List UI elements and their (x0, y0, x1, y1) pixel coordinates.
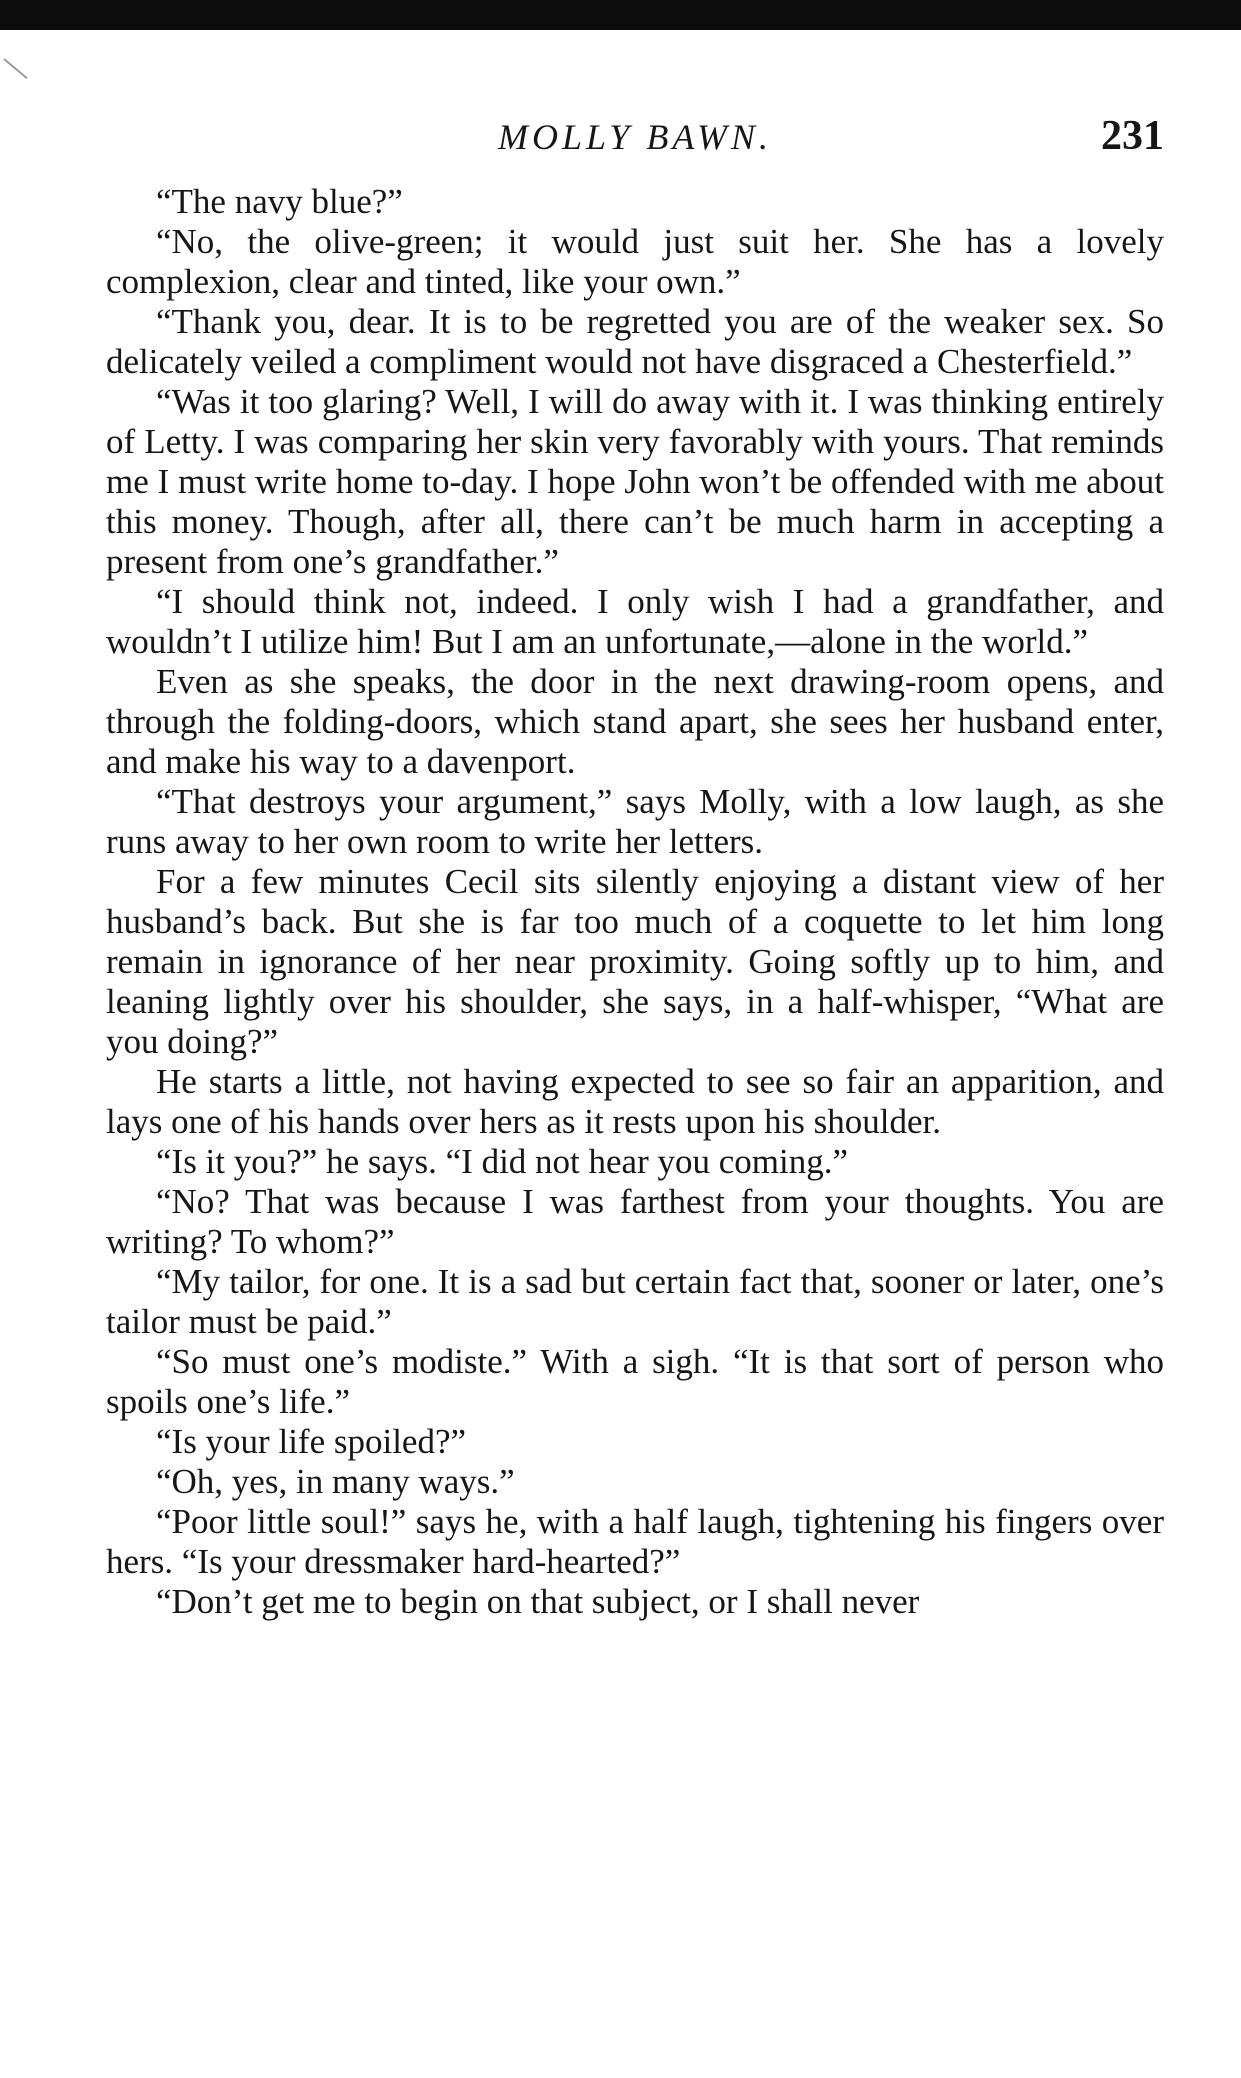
paragraph-navy-blue: “The navy blue?” (156, 182, 403, 221)
running-head: MOLLY BAWN. (498, 117, 772, 157)
top-border-rule (0, 0, 1241, 30)
paragraph-farthest: “No? That was because I was farthest from your thoughts. You are writing? To whom?” (106, 1182, 1164, 1261)
paragraph-my-tailor: “My tailor, for one. It is a sad but certain fact that, sooner or later, one’s tailor must be paid.” (106, 1262, 1164, 1341)
corner-scan-mark (3, 58, 27, 79)
paragraph-dont-get-me: “Don’t get me to begin on that subject, or I shall never (156, 1582, 920, 1621)
page-header (106, 108, 1164, 168)
paragraph-many-ways: “Oh, yes, in many ways.” (156, 1462, 515, 1501)
page-number: 231 (1101, 113, 1164, 159)
paragraph-life-spoiled: “Is your life spoiled?” (156, 1422, 467, 1461)
paragraph-olive-green: “No, the olive-green; it would just suit her. She has a lovely complexion, clear and tinted, like your own.” (106, 222, 1164, 301)
paragraph-he-starts: He starts a little, not having expected to see so fair an apparition, and lays one of his hands over hers as it rests upon his shoulder. (106, 1062, 1164, 1141)
paragraph-is-it-you: “Is it you?” he says. “I did not hear you coming.” (156, 1142, 849, 1181)
paragraph-cecil-sits: For a few minutes Cecil sits silently enjoying a distant view of her husband’s back. But she is far too much of a coquette to let him long remain in ignorance of her near proximity. Going softly up to him, and leaning lightly over his shoulder, she says, in a half-whisper, “What are you doing?” (106, 862, 1164, 1061)
paragraph-modiste: “So must one’s modiste.” With a sigh. “It is that sort of person who spoils one’s life.” (106, 1342, 1164, 1421)
paragraph-grandfather: “I should think not, indeed. I only wish I had a grandfather, and wouldn’t I utilize him! But I am an unfortunate,—alone in the world.” (106, 582, 1164, 661)
paragraph-even-as-she-speaks: Even as she speaks, the door in the next drawing-room opens, and through the folding-doors, which stand apart, she sees her husband enter, and make his way to a davenport. (106, 662, 1164, 781)
paragraph-destroys-argument: “That destroys your argument,” says Molly, with a low laugh, as she runs away to her own room to write her letters. (106, 782, 1164, 861)
paragraph-too-glaring: “Was it too glaring? Well, I will do away with it. I was thinking entirely of Letty. I was comparing her skin very favorably with yours. That reminds me I must write home to-day. I hope John won’t be offended with me about this money. Though, after all, there can’t be much harm in accepting a present from one’s grandfather.” (106, 382, 1164, 581)
paragraph-thank-you: “Thank you, dear. It is to be regretted you are of the weaker sex. So delicately veiled a compliment would not have disgraced a Chesterfield.” (106, 302, 1164, 381)
page-text-body (106, 182, 1164, 1622)
paragraph-poor-little-soul: “Poor little soul!” says he, with a half laugh, tightening his fingers over hers. “Is your dressmaker hard-hearted?” (106, 1502, 1164, 1581)
